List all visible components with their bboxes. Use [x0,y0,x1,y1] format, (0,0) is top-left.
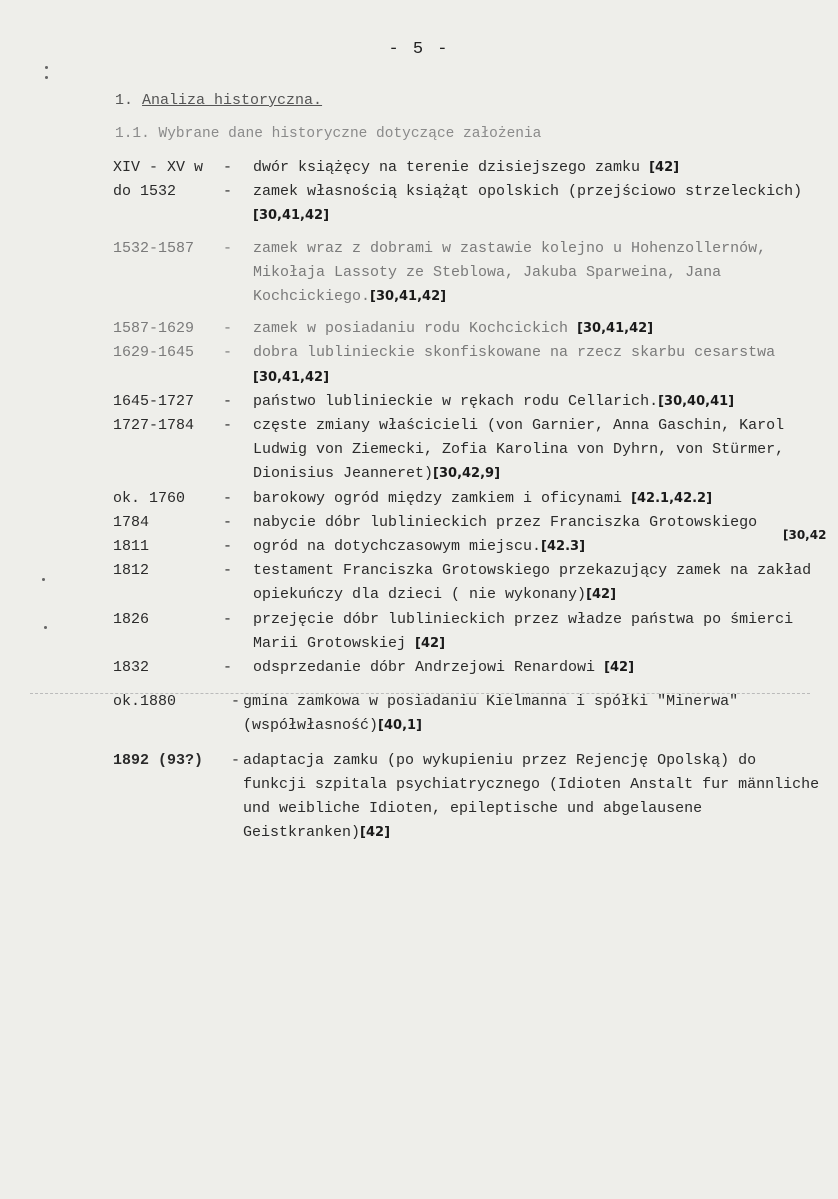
timeline-entry [113,180,825,228]
entry-date: 1826 [113,610,150,628]
punch-mark [42,578,45,581]
entry-dash: - [223,513,233,531]
section-title-text: Analiza historyczna. [142,92,323,109]
entry-text: częste zmiany właścicieli (von Garnier, Anna Gaschin, Karol Ludwig von Ziemecki, Zofia Karolina von Dyhrn, von Stürmer, Dionisius Jeanneret)[30,42,9] [253,417,785,483]
timeline [113,156,825,845]
subsection-title: 1.1. Wybrane dane historyczne dotyczące założenia [115,126,542,142]
entry-text: barokowy ogród między zamkiem i oficynami [42.1,42.2] [253,489,713,507]
entry-text: nabycie dóbr lublinieckich przez Franciszka Grotowskiego [253,513,758,531]
entry-dash: - [223,610,233,628]
entry-dash: - [223,538,233,556]
reference: [40,1] [378,718,422,734]
reference: [42] [649,160,680,175]
reference: [42.3] [541,539,586,555]
entry-text: ogród na dotychczasowym miejscu.[42.3] [253,538,586,556]
entry-date: XIV - XV w [113,159,204,176]
entry-dash: - [223,159,233,176]
entry-text: adaptacja zamku (po wykupieniu przez Rejencję Opolską) do funkcji szpitala psychiatrycznego (Idioten Anstalt fur männliche und weibliche Idioten, epileptische und abgelausene Geistkranken)[42] [243,751,820,842]
entry-text: dobra lublinieckie skonfiskowane na rzecz skarbu cesarstwa [30,41,42] [253,344,776,385]
entry-date: 1727-1784 [113,417,195,435]
reference: [30,41,42] [370,289,447,305]
entry-text: gmina zamkowa w posiadaniu Kielmanna i spółki "Minerwa" (współwłasność)[40,1] [243,693,739,735]
section-title [115,92,322,109]
entry-date: do 1532 [113,183,177,201]
entry-text: dwór książęcy na terenie dzisiejszego zamku [42] [253,159,680,176]
reference: [30,41,42] [253,369,330,385]
entry-date: 1645-1727 [113,392,195,410]
entry-dash: - [223,320,233,338]
timeline-entry [113,414,825,487]
entry-date: ok. 1760 [113,489,186,507]
reference: [30,40,41] [658,393,735,409]
entry-date: ok.1880 [113,693,177,711]
timeline-entry [113,341,825,389]
entry-dash: - [223,417,233,435]
reference: [30,41,42] [577,321,654,337]
timeline-entry [113,690,825,738]
reference: [30,41,42] [253,208,330,224]
reference: [30,42,9] [433,466,501,482]
margin-reference: [30,42 [783,528,827,542]
reference: [42] [415,635,446,651]
reference: [42] [586,587,617,603]
entry-date: 1532-1587 [113,239,195,257]
entry-dash: - [223,562,233,580]
punch-mark [45,76,48,79]
entry-date: 1811 [113,538,150,556]
entry-date: 1587-1629 [113,320,195,338]
entry-date: 1784 [113,513,150,531]
reference: [42] [360,825,391,841]
entry-text: zamek własnością książąt opolskich (przejściowo strzeleckich) [30,41,42] [253,183,803,224]
entry-date: 1892 (93?) [113,751,204,769]
reference: [42] [604,660,635,676]
timeline-entry [113,608,825,656]
reference: [42.1,42.2] [631,490,713,506]
timeline-entry [113,487,825,511]
page-number: - 5 - [388,40,450,59]
entry-date: 1832 [113,659,150,677]
entry-text: testament Franciszka Grotowskiego przekazujący zamek na zakład opiekuńczy dla dzieci ( nie wykonany)[42] [253,562,812,604]
timeline-entry [113,656,825,680]
entry-dash: - [223,239,233,257]
entry-dash: - [231,693,241,711]
entry-date: 1629-1645 [113,344,195,362]
timeline-entry [113,390,825,414]
entry-dash: - [223,392,233,410]
entry-text: zamek w posiadaniu rodu Kochcickich [30,41,42] [253,320,654,338]
section-number: 1. [115,92,134,109]
timeline-entry [113,317,825,341]
entry-text: odsprzedanie dóbr Andrzejowi Renardowi [42] [253,659,635,677]
entry-dash: - [223,183,233,201]
fold-line [30,693,810,694]
timeline-entry [113,535,825,559]
entry-dash: - [223,344,233,362]
timeline-entry [113,559,825,607]
entry-date: 1812 [113,562,150,580]
entry-text: zamek wraz z dobrami w zastawie kolejno u Hohenzollernów, Mikołaja Lassoty ze Steblowa, Jakuba Sparweina, Jana Kochcickiego.[30,41,42] [253,239,767,306]
entry-dash: - [231,751,241,769]
timeline-entry [113,156,825,180]
entry-dash: - [223,659,233,677]
entry-text: przejęcie dóbr lublinieckich przez władze państwa po śmierci Marii Grotowskiej [42] [253,610,794,652]
timeline-entry [113,511,825,535]
punch-mark [45,66,48,69]
timeline-entry [113,237,825,310]
timeline-entry [113,749,825,846]
entry-text: państwo lublinieckie w rękach rodu Cellarich.[30,40,41] [253,392,735,410]
entry-dash: - [223,489,233,507]
punch-mark [44,626,47,629]
